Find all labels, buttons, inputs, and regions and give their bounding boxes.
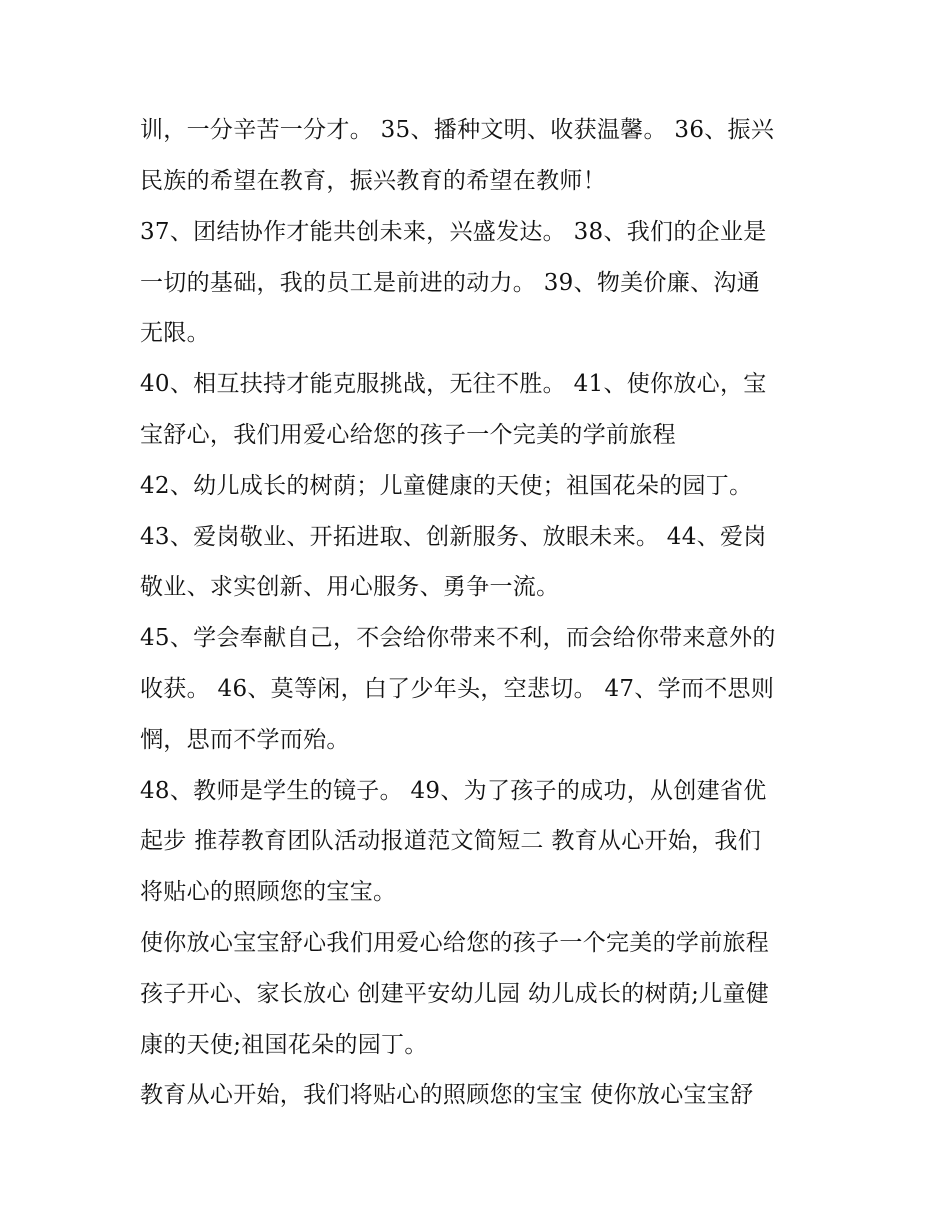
text-line: 40、相互扶持才能克服挑战，无往不胜。 41、使你放心，宝 (140, 371, 767, 397)
text-line: 训，一分辛苦一分才。 35、播种文明、收获温馨。 36、振兴 (140, 117, 775, 143)
text-line: 无限。 (140, 320, 210, 346)
text-line: 48、教师是学生的镜子。 49、为了孩子的成功，从创建省优 (140, 778, 767, 804)
text-line: 起步 推荐教育团队活动报道范文简短二 教育从心开始，我们 (140, 828, 762, 854)
text-line: 民族的希望在教育，振兴教育的希望在教师！ (140, 168, 606, 194)
text-line: 惘，思而不学而殆。 (140, 727, 350, 753)
text-line: 一切的基础，我的员工是前进的动力。 39、物美价廉、沟通 (140, 270, 760, 296)
text-line: 将贴心的照顾您的宝宝。 (140, 879, 397, 905)
text-line: 宝舒心，我们用爱心给您的孩子一个完美的学前旅程 (140, 422, 676, 448)
text-line: 教育从心开始，我们将贴心的照顾您的宝宝 使你放心宝宝舒 (140, 1082, 754, 1108)
text-line: 37、团结协作才能共创未来，兴盛发达。 38、我们的企业是 (140, 219, 767, 245)
text-line: 45、学会奉献自己，不会给你带来不利，而会给你带来意外的 (140, 625, 776, 651)
text-line: 使你放心宝宝舒心我们用爱心给您的孩子一个完美的学前旅程 (140, 930, 770, 956)
text-line: 康的天使;祖国花朵的园丁。 (140, 1032, 428, 1058)
text-line: 敬业、求实创新、用心服务、勇争一流。 (140, 574, 560, 600)
text-line: 43、爱岗敬业、开拓进取、创新服务、放眼未来。 44、爱岗 (140, 524, 767, 550)
text-line: 42、幼儿成长的树荫；儿童健康的天使；祖国花朵的园丁。 (140, 473, 753, 499)
text-line: 孩子开心、家长放心 创建平安幼儿园 幼儿成长的树荫;儿童健 (140, 981, 770, 1007)
text-line: 收获。 46、莫等闲，白了少年头，空悲切。 47、学而不思则 (140, 676, 775, 702)
